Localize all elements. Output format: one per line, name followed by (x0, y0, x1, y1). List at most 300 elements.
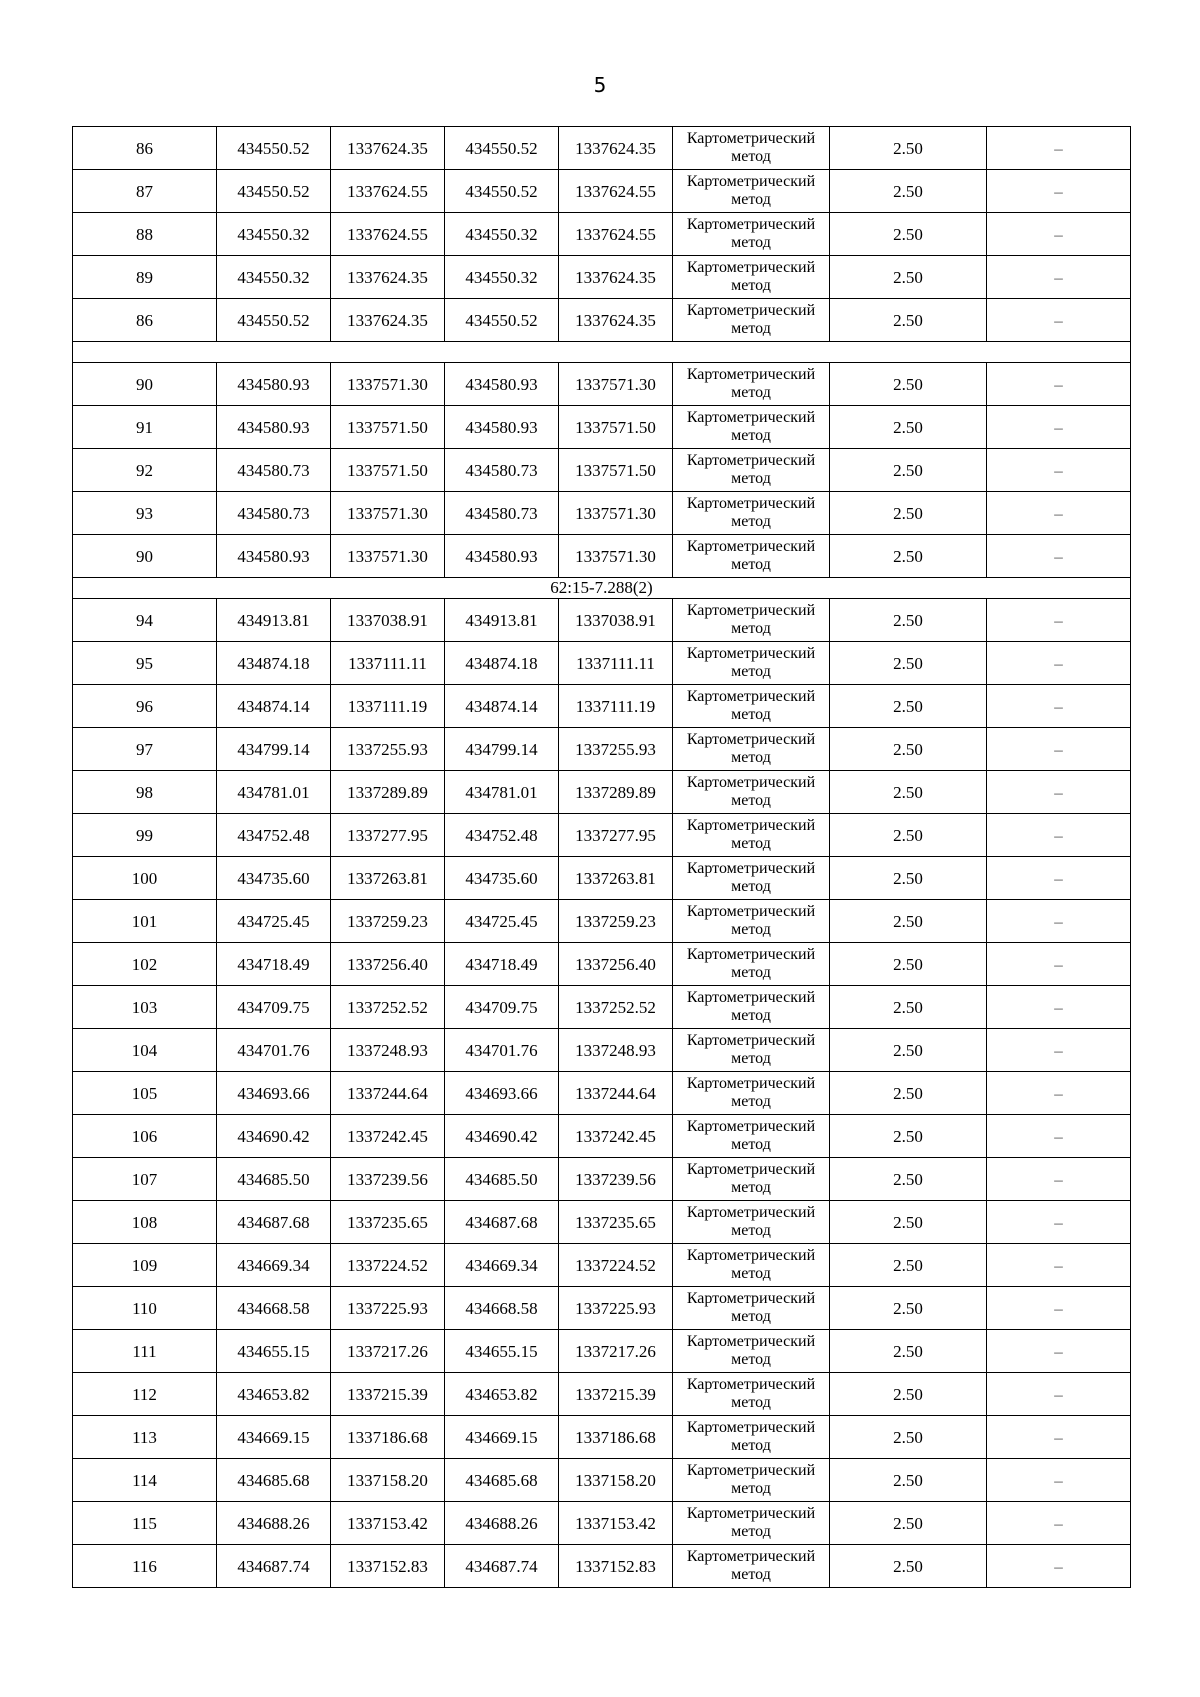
y-existing-cell: 1337571.30 (331, 363, 445, 406)
precision-cell: 2.50 (830, 1029, 987, 1072)
method-cell: Картометрический метод (673, 728, 830, 771)
y-existing-cell: 1337277.95 (331, 814, 445, 857)
note-cell: – (987, 492, 1131, 535)
y-new-cell: 1337248.93 (559, 1029, 673, 1072)
table-row (73, 127, 1131, 170)
method-cell: Картометрический метод (673, 900, 830, 943)
y-existing-cell: 1337255.93 (331, 728, 445, 771)
table-row (73, 363, 1131, 406)
y-existing-cell: 1337242.45 (331, 1115, 445, 1158)
x-new-cell: 434655.15 (445, 1330, 559, 1373)
precision-cell: 2.50 (830, 1115, 987, 1158)
table-row (73, 900, 1131, 943)
note-cell: – (987, 1158, 1131, 1201)
table-row (73, 213, 1131, 256)
y-new-cell: 1337111.11 (559, 642, 673, 685)
x-new-cell: 434580.93 (445, 535, 559, 578)
precision-cell: 2.50 (830, 406, 987, 449)
point-number-cell: 100 (73, 857, 217, 900)
x-existing-cell: 434550.52 (217, 299, 331, 342)
point-number-cell: 94 (73, 599, 217, 642)
x-existing-cell: 434669.34 (217, 1244, 331, 1287)
x-new-cell: 434687.68 (445, 1201, 559, 1244)
page-number: 5 (593, 73, 607, 97)
point-number-cell: 111 (73, 1330, 217, 1373)
precision-cell: 2.50 (830, 213, 987, 256)
table-row (73, 943, 1131, 986)
precision-cell: 2.50 (830, 1545, 987, 1588)
note-cell: – (987, 1330, 1131, 1373)
precision-cell: 2.50 (830, 1373, 987, 1416)
note-cell: – (987, 1373, 1131, 1416)
note-cell: – (987, 1502, 1131, 1545)
table-row (73, 1115, 1131, 1158)
y-existing-cell: 1337111.11 (331, 642, 445, 685)
x-existing-cell: 434685.68 (217, 1459, 331, 1502)
table-row (73, 1373, 1131, 1416)
table-row (73, 449, 1131, 492)
table-row (73, 1158, 1131, 1201)
x-existing-cell: 434718.49 (217, 943, 331, 986)
x-new-cell: 434550.52 (445, 299, 559, 342)
coordinates-table (72, 126, 1131, 1588)
y-new-cell: 1337217.26 (559, 1330, 673, 1373)
y-existing-cell: 1337289.89 (331, 771, 445, 814)
x-existing-cell: 434735.60 (217, 857, 331, 900)
y-existing-cell: 1337624.55 (331, 213, 445, 256)
y-new-cell: 1337263.81 (559, 857, 673, 900)
y-new-cell: 1337224.52 (559, 1244, 673, 1287)
x-existing-cell: 434550.32 (217, 256, 331, 299)
precision-cell: 2.50 (830, 1416, 987, 1459)
precision-cell: 2.50 (830, 1072, 987, 1115)
y-existing-cell: 1337235.65 (331, 1201, 445, 1244)
point-number-cell: 105 (73, 1072, 217, 1115)
point-number-cell: 103 (73, 986, 217, 1029)
y-existing-cell: 1337244.64 (331, 1072, 445, 1115)
method-cell: Картометрический метод (673, 642, 830, 685)
method-cell: Картометрический метод (673, 599, 830, 642)
point-number-cell: 102 (73, 943, 217, 986)
method-cell: Картометрический метод (673, 299, 830, 342)
point-number-cell: 86 (73, 127, 217, 170)
x-new-cell: 434550.32 (445, 213, 559, 256)
note-cell: – (987, 1287, 1131, 1330)
note-cell: – (987, 127, 1131, 170)
note-cell: – (987, 642, 1131, 685)
x-existing-cell: 434580.93 (217, 535, 331, 578)
point-number-cell: 98 (73, 771, 217, 814)
note-cell: – (987, 535, 1131, 578)
method-cell: Картометрический метод (673, 256, 830, 299)
method-cell: Картометрический метод (673, 1545, 830, 1588)
x-new-cell: 434580.73 (445, 492, 559, 535)
x-existing-cell: 434687.68 (217, 1201, 331, 1244)
x-existing-cell: 434687.74 (217, 1545, 331, 1588)
table-row (73, 1459, 1131, 1502)
x-new-cell: 434799.14 (445, 728, 559, 771)
precision-cell: 2.50 (830, 814, 987, 857)
y-existing-cell: 1337259.23 (331, 900, 445, 943)
x-existing-cell: 434550.52 (217, 170, 331, 213)
note-cell: – (987, 814, 1131, 857)
method-cell: Картометрический метод (673, 986, 830, 1029)
point-number-cell: 112 (73, 1373, 217, 1416)
y-new-cell: 1337277.95 (559, 814, 673, 857)
table-row (73, 1201, 1131, 1244)
x-existing-cell: 434709.75 (217, 986, 331, 1029)
x-new-cell: 434913.81 (445, 599, 559, 642)
y-existing-cell: 1337217.26 (331, 1330, 445, 1373)
precision-cell: 2.50 (830, 599, 987, 642)
x-existing-cell: 434669.15 (217, 1416, 331, 1459)
precision-cell: 2.50 (830, 1158, 987, 1201)
precision-cell: 2.50 (830, 728, 987, 771)
point-number-cell: 99 (73, 814, 217, 857)
precision-cell: 2.50 (830, 363, 987, 406)
point-number-cell: 109 (73, 1244, 217, 1287)
y-new-cell: 1337571.30 (559, 535, 673, 578)
y-new-cell: 1337244.64 (559, 1072, 673, 1115)
x-new-cell: 434725.45 (445, 900, 559, 943)
note-cell: – (987, 728, 1131, 771)
point-number-cell: 115 (73, 1502, 217, 1545)
table-row (73, 685, 1131, 728)
y-new-cell: 1337624.55 (559, 213, 673, 256)
y-existing-cell: 1337224.52 (331, 1244, 445, 1287)
y-new-cell: 1337289.89 (559, 771, 673, 814)
y-new-cell: 1337571.50 (559, 406, 673, 449)
x-new-cell: 434718.49 (445, 943, 559, 986)
point-number-cell: 106 (73, 1115, 217, 1158)
y-existing-cell: 1337624.55 (331, 170, 445, 213)
note-cell: – (987, 900, 1131, 943)
method-cell: Картометрический метод (673, 213, 830, 256)
method-cell: Картометрический метод (673, 1330, 830, 1373)
y-existing-cell: 1337152.83 (331, 1545, 445, 1588)
precision-cell: 2.50 (830, 986, 987, 1029)
method-cell: Картометрический метод (673, 449, 830, 492)
y-new-cell: 1337225.93 (559, 1287, 673, 1330)
note-cell: – (987, 599, 1131, 642)
x-existing-cell: 434701.76 (217, 1029, 331, 1072)
point-number-cell: 89 (73, 256, 217, 299)
x-new-cell: 434653.82 (445, 1373, 559, 1416)
y-existing-cell: 1337153.42 (331, 1502, 445, 1545)
y-new-cell: 1337038.91 (559, 599, 673, 642)
x-new-cell: 434701.76 (445, 1029, 559, 1072)
x-existing-cell: 434874.14 (217, 685, 331, 728)
point-number-cell: 101 (73, 900, 217, 943)
point-number-cell: 87 (73, 170, 217, 213)
table-row (73, 1072, 1131, 1115)
note-cell: – (987, 1545, 1131, 1588)
y-existing-cell: 1337158.20 (331, 1459, 445, 1502)
note-cell: – (987, 771, 1131, 814)
x-new-cell: 434874.18 (445, 642, 559, 685)
x-existing-cell: 434580.73 (217, 449, 331, 492)
precision-cell: 2.50 (830, 127, 987, 170)
y-new-cell: 1337152.83 (559, 1545, 673, 1588)
method-cell: Картометрический метод (673, 771, 830, 814)
table-row (73, 1545, 1131, 1588)
x-new-cell: 434709.75 (445, 986, 559, 1029)
table-row (73, 1502, 1131, 1545)
table-row (73, 857, 1131, 900)
precision-cell: 2.50 (830, 943, 987, 986)
method-cell: Картометрический метод (673, 1373, 830, 1416)
x-new-cell: 434693.66 (445, 1072, 559, 1115)
coordinates-table-body (73, 127, 1131, 1588)
x-new-cell: 434781.01 (445, 771, 559, 814)
y-new-cell: 1337242.45 (559, 1115, 673, 1158)
y-existing-cell: 1337248.93 (331, 1029, 445, 1072)
precision-cell: 2.50 (830, 1330, 987, 1373)
y-new-cell: 1337624.35 (559, 256, 673, 299)
x-new-cell: 434668.58 (445, 1287, 559, 1330)
y-new-cell: 1337186.68 (559, 1416, 673, 1459)
precision-cell: 2.50 (830, 492, 987, 535)
method-cell: Картометрический метод (673, 170, 830, 213)
y-new-cell: 1337153.42 (559, 1502, 673, 1545)
x-existing-cell: 434685.50 (217, 1158, 331, 1201)
method-cell: Картометрический метод (673, 685, 830, 728)
point-number-cell: 95 (73, 642, 217, 685)
x-new-cell: 434685.68 (445, 1459, 559, 1502)
precision-cell: 2.50 (830, 900, 987, 943)
point-number-cell: 116 (73, 1545, 217, 1588)
y-new-cell: 1337259.23 (559, 900, 673, 943)
method-cell: Картометрический метод (673, 943, 830, 986)
y-existing-cell: 1337571.30 (331, 492, 445, 535)
note-cell: – (987, 1072, 1131, 1115)
x-new-cell: 434752.48 (445, 814, 559, 857)
method-cell: Картометрический метод (673, 406, 830, 449)
method-cell: Картометрический метод (673, 1072, 830, 1115)
point-number-cell: 86 (73, 299, 217, 342)
precision-cell: 2.50 (830, 771, 987, 814)
x-existing-cell: 434690.42 (217, 1115, 331, 1158)
table-row (73, 406, 1131, 449)
note-cell: – (987, 685, 1131, 728)
y-existing-cell: 1337624.35 (331, 256, 445, 299)
note-cell: – (987, 943, 1131, 986)
note-cell: – (987, 256, 1131, 299)
method-cell: Картометрический метод (673, 1502, 830, 1545)
y-new-cell: 1337239.56 (559, 1158, 673, 1201)
method-cell: Картометрический метод (673, 1158, 830, 1201)
y-existing-cell: 1337263.81 (331, 857, 445, 900)
method-cell: Картометрический метод (673, 1029, 830, 1072)
x-existing-cell: 434668.58 (217, 1287, 331, 1330)
method-cell: Картометрический метод (673, 1115, 830, 1158)
section-label (73, 342, 1131, 363)
point-number-cell: 92 (73, 449, 217, 492)
note-cell: – (987, 1416, 1131, 1459)
table-row (73, 1330, 1131, 1373)
x-new-cell: 434735.60 (445, 857, 559, 900)
precision-cell: 2.50 (830, 1459, 987, 1502)
point-number-cell: 107 (73, 1158, 217, 1201)
x-existing-cell: 434580.93 (217, 363, 331, 406)
point-number-cell: 110 (73, 1287, 217, 1330)
x-new-cell: 434580.93 (445, 406, 559, 449)
table-row (73, 599, 1131, 642)
note-cell: – (987, 1201, 1131, 1244)
x-existing-cell: 434874.18 (217, 642, 331, 685)
precision-cell: 2.50 (830, 1502, 987, 1545)
table-row (73, 814, 1131, 857)
point-number-cell: 113 (73, 1416, 217, 1459)
note-cell: – (987, 1115, 1131, 1158)
y-existing-cell: 1337038.91 (331, 599, 445, 642)
point-number-cell: 96 (73, 685, 217, 728)
x-new-cell: 434550.52 (445, 170, 559, 213)
table-row (73, 299, 1131, 342)
x-new-cell: 434687.74 (445, 1545, 559, 1588)
note-cell: – (987, 1244, 1131, 1287)
point-number-cell: 114 (73, 1459, 217, 1502)
x-existing-cell: 434653.82 (217, 1373, 331, 1416)
method-cell: Картометрический метод (673, 1416, 830, 1459)
y-existing-cell: 1337256.40 (331, 943, 445, 986)
y-existing-cell: 1337571.30 (331, 535, 445, 578)
point-number-cell: 91 (73, 406, 217, 449)
x-existing-cell: 434781.01 (217, 771, 331, 814)
y-new-cell: 1337256.40 (559, 943, 673, 986)
note-cell: – (987, 363, 1131, 406)
point-number-cell: 90 (73, 535, 217, 578)
point-number-cell: 93 (73, 492, 217, 535)
x-new-cell: 434688.26 (445, 1502, 559, 1545)
y-new-cell: 1337255.93 (559, 728, 673, 771)
y-new-cell: 1337624.35 (559, 299, 673, 342)
table-row (73, 642, 1131, 685)
x-new-cell: 434580.93 (445, 363, 559, 406)
y-existing-cell: 1337252.52 (331, 986, 445, 1029)
precision-cell: 2.50 (830, 685, 987, 728)
x-new-cell: 434685.50 (445, 1158, 559, 1201)
method-cell: Картометрический метод (673, 535, 830, 578)
x-existing-cell: 434688.26 (217, 1502, 331, 1545)
precision-cell: 2.50 (830, 1244, 987, 1287)
section-separator-row (73, 342, 1131, 363)
x-new-cell: 434690.42 (445, 1115, 559, 1158)
x-existing-cell: 434580.93 (217, 406, 331, 449)
x-new-cell: 434874.14 (445, 685, 559, 728)
x-new-cell: 434580.73 (445, 449, 559, 492)
note-cell: – (987, 1459, 1131, 1502)
note-cell: – (987, 170, 1131, 213)
x-existing-cell: 434752.48 (217, 814, 331, 857)
y-new-cell: 1337624.35 (559, 127, 673, 170)
table-row (73, 535, 1131, 578)
method-cell: Картометрический метод (673, 1244, 830, 1287)
x-existing-cell: 434725.45 (217, 900, 331, 943)
precision-cell: 2.50 (830, 170, 987, 213)
method-cell: Картометрический метод (673, 127, 830, 170)
table-row (73, 986, 1131, 1029)
x-existing-cell: 434693.66 (217, 1072, 331, 1115)
y-new-cell: 1337252.52 (559, 986, 673, 1029)
x-existing-cell: 434655.15 (217, 1330, 331, 1373)
precision-cell: 2.50 (830, 857, 987, 900)
y-existing-cell: 1337571.50 (331, 449, 445, 492)
point-number-cell: 97 (73, 728, 217, 771)
section-label: 62:15-7.288(2) (73, 578, 1131, 599)
y-new-cell: 1337624.55 (559, 170, 673, 213)
y-new-cell: 1337571.30 (559, 363, 673, 406)
x-existing-cell: 434550.32 (217, 213, 331, 256)
method-cell: Картометрический метод (673, 814, 830, 857)
y-new-cell: 1337571.30 (559, 492, 673, 535)
table-row (73, 1244, 1131, 1287)
x-new-cell: 434550.52 (445, 127, 559, 170)
method-cell: Картометрический метод (673, 1201, 830, 1244)
precision-cell: 2.50 (830, 642, 987, 685)
y-existing-cell: 1337624.35 (331, 127, 445, 170)
note-cell: – (987, 213, 1131, 256)
note-cell: – (987, 449, 1131, 492)
note-cell: – (987, 857, 1131, 900)
method-cell: Картометрический метод (673, 1287, 830, 1330)
precision-cell: 2.50 (830, 299, 987, 342)
table-row (73, 1029, 1131, 1072)
x-new-cell: 434669.15 (445, 1416, 559, 1459)
y-existing-cell: 1337225.93 (331, 1287, 445, 1330)
method-cell: Картометрический метод (673, 857, 830, 900)
table-row (73, 1287, 1131, 1330)
table-row (73, 771, 1131, 814)
method-cell: Картометрический метод (673, 363, 830, 406)
y-existing-cell: 1337186.68 (331, 1416, 445, 1459)
precision-cell: 2.50 (830, 256, 987, 299)
y-existing-cell: 1337624.35 (331, 299, 445, 342)
y-existing-cell: 1337239.56 (331, 1158, 445, 1201)
x-existing-cell: 434580.73 (217, 492, 331, 535)
note-cell: – (987, 406, 1131, 449)
table-row (73, 1416, 1131, 1459)
y-existing-cell: 1337215.39 (331, 1373, 445, 1416)
point-number-cell: 88 (73, 213, 217, 256)
note-cell: – (987, 299, 1131, 342)
x-new-cell: 434550.32 (445, 256, 559, 299)
y-new-cell: 1337111.19 (559, 685, 673, 728)
y-new-cell: 1337215.39 (559, 1373, 673, 1416)
note-cell: – (987, 986, 1131, 1029)
table-row (73, 256, 1131, 299)
method-cell: Картометрический метод (673, 492, 830, 535)
point-number-cell: 104 (73, 1029, 217, 1072)
precision-cell: 2.50 (830, 449, 987, 492)
y-new-cell: 1337158.20 (559, 1459, 673, 1502)
table-row (73, 728, 1131, 771)
x-existing-cell: 434913.81 (217, 599, 331, 642)
x-existing-cell: 434550.52 (217, 127, 331, 170)
y-new-cell: 1337235.65 (559, 1201, 673, 1244)
note-cell: – (987, 1029, 1131, 1072)
table-row (73, 492, 1131, 535)
point-number-cell: 108 (73, 1201, 217, 1244)
precision-cell: 2.50 (830, 1287, 987, 1330)
precision-cell: 2.50 (830, 1201, 987, 1244)
point-number-cell: 90 (73, 363, 217, 406)
table-row (73, 170, 1131, 213)
x-new-cell: 434669.34 (445, 1244, 559, 1287)
x-existing-cell: 434799.14 (217, 728, 331, 771)
y-existing-cell: 1337111.19 (331, 685, 445, 728)
y-existing-cell: 1337571.50 (331, 406, 445, 449)
